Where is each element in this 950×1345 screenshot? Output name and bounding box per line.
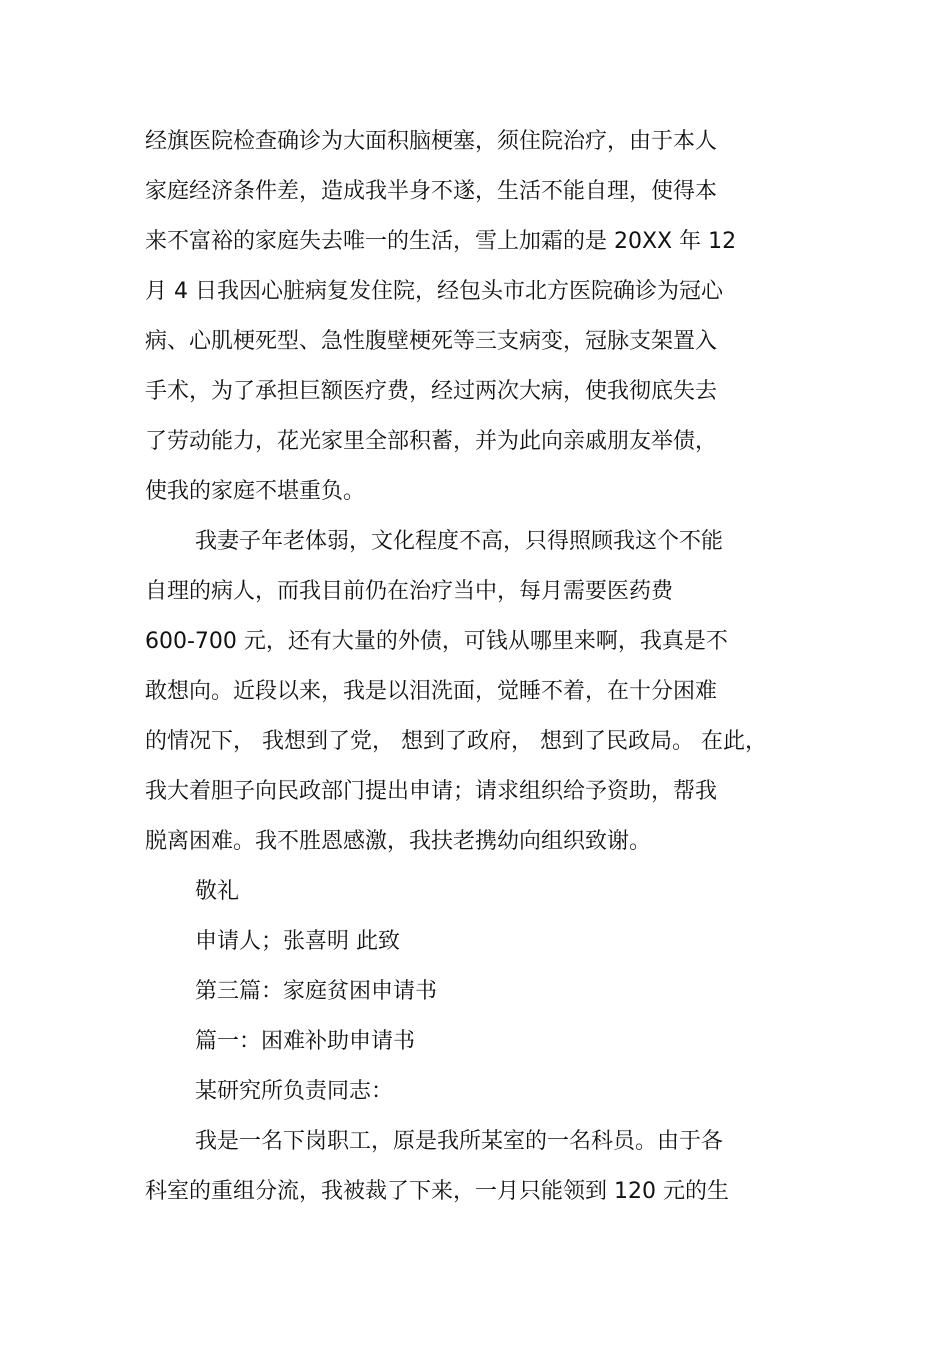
text-line: 了劳动能力，花光家里全部积蓄，并为此向亲戚朋友举债， — [145, 429, 718, 454]
subsection-heading: 篇一：困难补助申请书 — [195, 1029, 416, 1054]
closing-salute: 敬礼 — [195, 879, 240, 904]
text-line: 家庭经济条件差，造成我半身不遂，生活不能自理，使得本 — [145, 179, 718, 204]
text-line: 自理的病人，而我目前仍在治疗当中，每月需要医药费 — [145, 579, 674, 604]
salutation: 某研究所负责同志： — [195, 1079, 394, 1104]
text-line: 脱离困难。我不胜恩感激，我扶老携幼向组织致谢。 — [145, 829, 652, 854]
text-line: 我大着胆子向民政部门提出申请；请求组织给予资助，帮我 — [145, 779, 718, 804]
text-line: 敢想向。近段以来，我是以泪洗面，觉睡不着，在十分困难 — [145, 679, 718, 704]
text-line: 手术，为了承担巨额医疗费，经过两次大病，使我彻底失去 — [145, 379, 718, 404]
paragraph-start: 我妻子年老体弱，文化程度不高，只得照顾我这个不能 — [195, 529, 724, 554]
applicant-signature: 申请人；张喜明 此致 — [195, 929, 400, 954]
paragraph-start: 我是一名下岗职工，原是我所某室的一名科员。由于各 — [195, 1129, 724, 1154]
text-line: 使我的家庭不堪重负。 — [145, 479, 366, 504]
text-line: 的情况下， 我想到了党， 想到了政府， 想到了民政局。 在此， — [145, 729, 767, 754]
text-line: 科室的重组分流，我被裁了下来，一月只能领到 120 元的生 — [145, 1179, 729, 1204]
text-line: 病、心肌梗死型、急性腹壁梗死等三支病变，冠脉支架置入 — [145, 329, 718, 354]
section-heading: 第三篇：家庭贫困申请书 — [195, 979, 438, 1004]
text-line: 600-700 元，还有大量的外债，可钱从哪里来啊，我真是不 — [145, 629, 728, 654]
text-line: 月 4 日我因心脏病复发住院，经包头市北方医院确诊为冠心 — [145, 279, 723, 304]
text-line: 经旗医院检查确诊为大面积脑梗塞，须住院治疗，由于本人 — [145, 129, 718, 154]
text-line: 来不富裕的家庭失去唯一的生活，雪上加霜的是 20XX 年 12 — [145, 229, 737, 254]
